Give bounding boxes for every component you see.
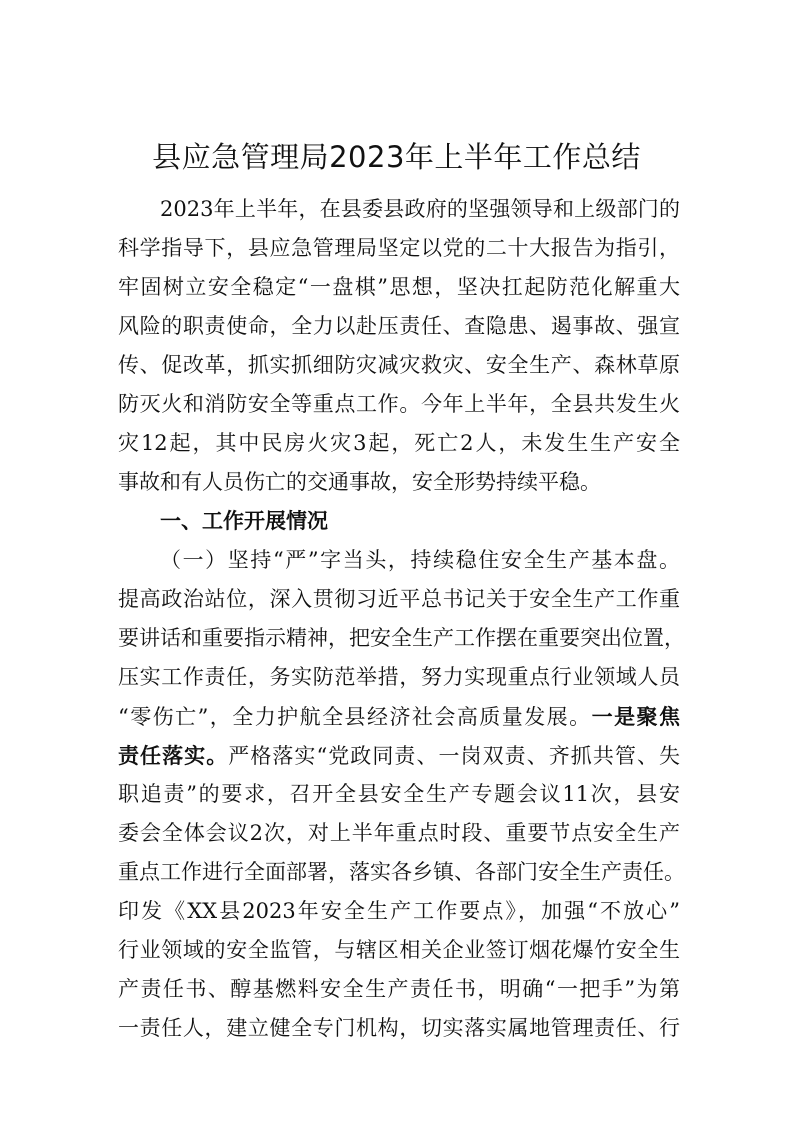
paragraph-text: “零伤亡”，全力护航全县经济社会高质量发展。 xyxy=(118,705,592,729)
paragraph-line: 提高政治站位，深入贯彻习近平总书记关于安全生产工作重 xyxy=(118,587,680,611)
paragraph-line: 传、促改革，抓实抓细防灾减灾救灾、安全生产、森林草原 xyxy=(118,353,680,377)
paragraph-line: 产责任书、醇基燃料安全生产责任书，明确“一把手”为第 xyxy=(118,977,680,1001)
paragraph-line xyxy=(118,697,680,736)
document-title: 县应急管理局2023年上半年工作总结 xyxy=(152,140,641,174)
paragraph-line xyxy=(118,736,680,775)
paragraph-line: 一责任人，建立健全专门机构，切实落实属地管理责任、行 xyxy=(118,1016,680,1040)
paragraph-line: 压实工作责任，务实防范举措，努力实现重点行业领域人员 xyxy=(118,665,680,689)
paragraph-line: 委会全体会议2次，对上半年重点时段、重要节点安全生产 xyxy=(118,821,680,845)
paragraph-line: 科学指导下，县应急管理局坚定以党的二十大报告为指引， xyxy=(118,236,680,260)
paragraph-line: 风险的职责使命，全力以赴压责任、查隐患、遏事故、强宣 xyxy=(118,314,680,338)
paragraph-line: 印发《XX县2023年安全生产工作要点》，加强“不放心” xyxy=(118,899,680,923)
paragraph-line: 职追责”的要求，召开全县安全生产专题会议11次，县安 xyxy=(118,782,680,806)
bold-lead-phrase: 一是聚焦 xyxy=(591,704,680,729)
section-heading: 一、工作开展情况 xyxy=(160,509,328,533)
paragraph-text: 严格落实“党政同责、一岗双责、齐抓共管、失 xyxy=(228,744,681,768)
subsection-heading: （一）坚持“严”字当头，持续稳住安全生产基本盘。 xyxy=(160,548,680,572)
paragraph-line: 防灭火和消防安全等重点工作。今年上半年，全县共发生火 xyxy=(118,392,680,416)
paragraph-line: 行业领域的安全监管，与辖区相关企业签订烟花爆竹安全生 xyxy=(118,938,680,962)
bold-lead-phrase: 责任落实。 xyxy=(118,743,229,768)
paragraph-line: 灾12起，其中民房火灾3起，死亡2人，未发生生产安全 xyxy=(118,431,680,455)
paragraph-line: 重点工作进行全面部署，落实各乡镇、各部门安全生产责任。 xyxy=(118,860,685,884)
paragraph-line: 要讲话和重要指示精神，把安全生产工作摆在重要突出位置， xyxy=(118,626,685,650)
paragraph-line: 事故和有人员伤亡的交通事故，安全形势持续平稳。 xyxy=(118,470,601,494)
paragraph-line: 2023年上半年，在县委县政府的坚强领导和上级部门的 xyxy=(160,197,680,221)
paragraph-line: 牢固树立安全稳定“一盘棋”思想，坚决扛起防范化解重大 xyxy=(118,275,680,299)
document-body xyxy=(118,190,685,1048)
